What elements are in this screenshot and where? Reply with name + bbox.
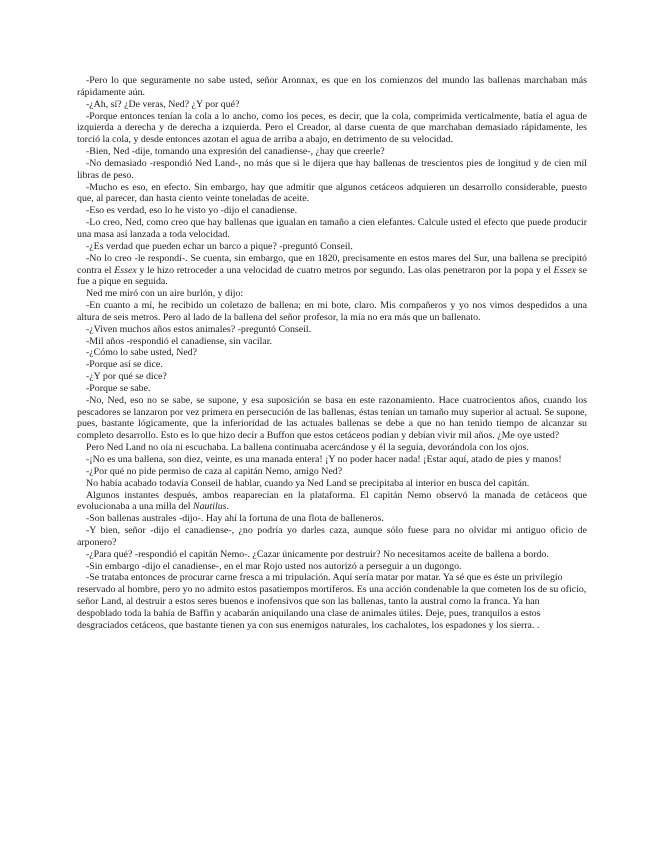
- paragraph: -Porque así se dice.: [86, 359, 163, 371]
- paragraph-nautilus: [77, 490, 587, 514]
- paragraph: -¿Viven muchos años estos animales? -preguntó Conseil.: [86, 323, 312, 335]
- paragraph-nautilus-start: Algunos instantes después, ambos reaparecían en la plataforma. El capitán Nemo observó la manada de cetáceos que evolucionaba a una milla del: [77, 489, 587, 513]
- paragraph: -¿Por qué no pide permiso de caza al capitán Nemo, amigo Ned?: [86, 465, 343, 477]
- paragraph: -En cuanto a mí, he recibido un coletazo de ballena; en mi bote, claro. Mis compañeros y yo nos vimos despedidos a una altura de seis metros. Pero al lado de la ballena del señor profesor, la mía no era más que un ballenato.: [77, 300, 587, 323]
- paragraph: -¡No es una ballena, son diez, veinte, es una manada entera! ¡Y no poder hacer nada! ¡Estar aquí, atado de pies y manos!: [86, 454, 562, 465]
- ship-name-essex-2: Essex: [553, 264, 577, 276]
- paragraph: No había acabado todavía Conseil de hablar, cuando ya Ned Land se precipitaba al interior en busca del capitán.: [86, 477, 530, 489]
- paragraph: -Mil años -respondió el canadiense, sin vacilar.: [86, 335, 272, 347]
- paragraph: -¿Cómo lo sabe usted, Ned?: [86, 347, 198, 359]
- paragraph: -Pero lo que seguramente no sabe usted, señor Aronnax, es que en los comienzos del mundo las ballenas marchaban más rápidamente aún.: [77, 75, 587, 98]
- paragraph: Pero Ned Land no oía ni escuchaba. La ballena continuaba acercándose y él la seguía, devorándola con los ojos.: [86, 442, 529, 454]
- ship-name-essex: Essex: [114, 264, 137, 276]
- paragraph: -No, Ned, eso no se sabe, se supone, y esa suposición se basa en este razonamiento. Hace cuatrocientos años, cuando los pescadores se lanzaron por vez primera en persecución de las ballenas, éstas tenían un tamaño muy superior al actual. Se supone, pues, bastante lógicamente, que la inferioridad de las actuales ballenas se debe a que no han tenido tiempo de alcanzar su completo desarrollo. Esto es lo que hizo decir a Buffon que estos cetáceos podían y debían vivir mil años. ¿Me oye usted?: [77, 394, 587, 442]
- paragraph-essex-start: -No lo creo -le respondí-. Se cuenta, sin embargo, que en 1820, precisamente en estos mares del Sur, una ballena se precipitó contra el: [77, 252, 587, 276]
- paragraph: -Bien, Ned -dije, tomando una expresión del canadiense-, ¿hay que creerle?: [86, 146, 385, 158]
- paragraph: -¿Y por qué se dice?: [86, 371, 167, 383]
- paragraph: -¿Ah, sí? ¿De veras, Ned? ¿Y por qué?: [86, 98, 240, 110]
- paragraph: -Sin embargo -dijo el canadiense-, en el mar Rojo usted nos autorizó a perseguir a un dugongo.: [86, 560, 462, 572]
- ship-name-nautilus: Nautilus: [193, 501, 227, 513]
- paragraph-essex-mid: y le hizo retroceder a una velocidad de cuatro metros por segundo. Las olas penetraron por la popa y el: [136, 264, 554, 276]
- paragraph: -Se trataba entonces de procurar carne fresca a mi tripulación. Aquí sería matar por matar. Ya sé que es éste un privilegio reservado al hombre, pero yo no admito estos pasatiempos mortíferos. Es una acción condenable la que cometen los de su oficio, señor Land, al destruir a estos seres buenos e inofensivos que son las ballenas, tanto la austral como la franca. Ya han despoblado toda la bahía de Baffin y acabarán aniquilando una clase de animales útiles. Deje, pues, tranquilos a estos desgraciados cetáceos, que bastante tienen ya con sus enemigos naturales, los cachalotes, los espadones y los sierra. .: [77, 572, 587, 631]
- paragraph: -Porque entonces tenían la cola a lo ancho, como los peces, es decir, que la cola, comprimida verticalmente, batía el agua de izquierda a derecha y de derecha a izquierda. Pero el Creador, al darse cuenta de que marchaban demasiado rápidamente, les torció la cola, y desde entonces azotan el agua de arriba a abajo, en detrimento de su velocidad.: [77, 110, 587, 146]
- paragraph: -Son ballenas australes -dijo-. Hay ahí la fortuna de una flota de balleneros.: [86, 513, 384, 525]
- paragraph: -Y bien, señor -dijo el canadiense-, ¿no podría yo darles caza, aunque sólo fuese para no olvidar mi antiguo oficio de arponero?: [77, 525, 587, 548]
- paragraph-essex: [77, 253, 587, 289]
- paragraph: -Porque se sabe.: [86, 382, 151, 394]
- document-body: [77, 75, 587, 632]
- paragraph: -Eso es verdad, eso lo he visto yo -dijo el canadiense.: [86, 205, 298, 217]
- paragraph: Ned me miró con un aire burlón, y dijo:: [86, 288, 244, 300]
- paragraph: -¿Es verdad que pueden echar un barco a pique? -preguntó Conseil.: [86, 240, 353, 252]
- paragraph-essex-end: se fue a pique en seguida.: [77, 264, 587, 288]
- paragraph: -Mucho es eso, en efecto. Sin embargo, hay que admitir que algunos cetáceos adquieren un desarrollo considerable, puesto que, al parecer, dan hasta ciento veinte toneladas de aceite.: [77, 181, 587, 205]
- paragraph: -¿Para qué? -respondió el capitán Nemo-. ¿Cazar únicamente por destruir? No necesitamos aceite de ballena a bordo.: [86, 548, 549, 560]
- paragraph: -Lo creo, Ned, como creo que hay ballenas que igualan en tamaño a cien elefantes. Calcule usted el efecto que puede producir una masa así lanzada a toda velocidad.: [77, 217, 587, 240]
- paragraph: -No demasiado -respondió Ned Land-, no más que si le dijera que hay ballenas de trescientos pies de longitud y de cien mil libras de peso.: [77, 157, 587, 181]
- paragraph-nautilus-end: .: [226, 501, 229, 513]
